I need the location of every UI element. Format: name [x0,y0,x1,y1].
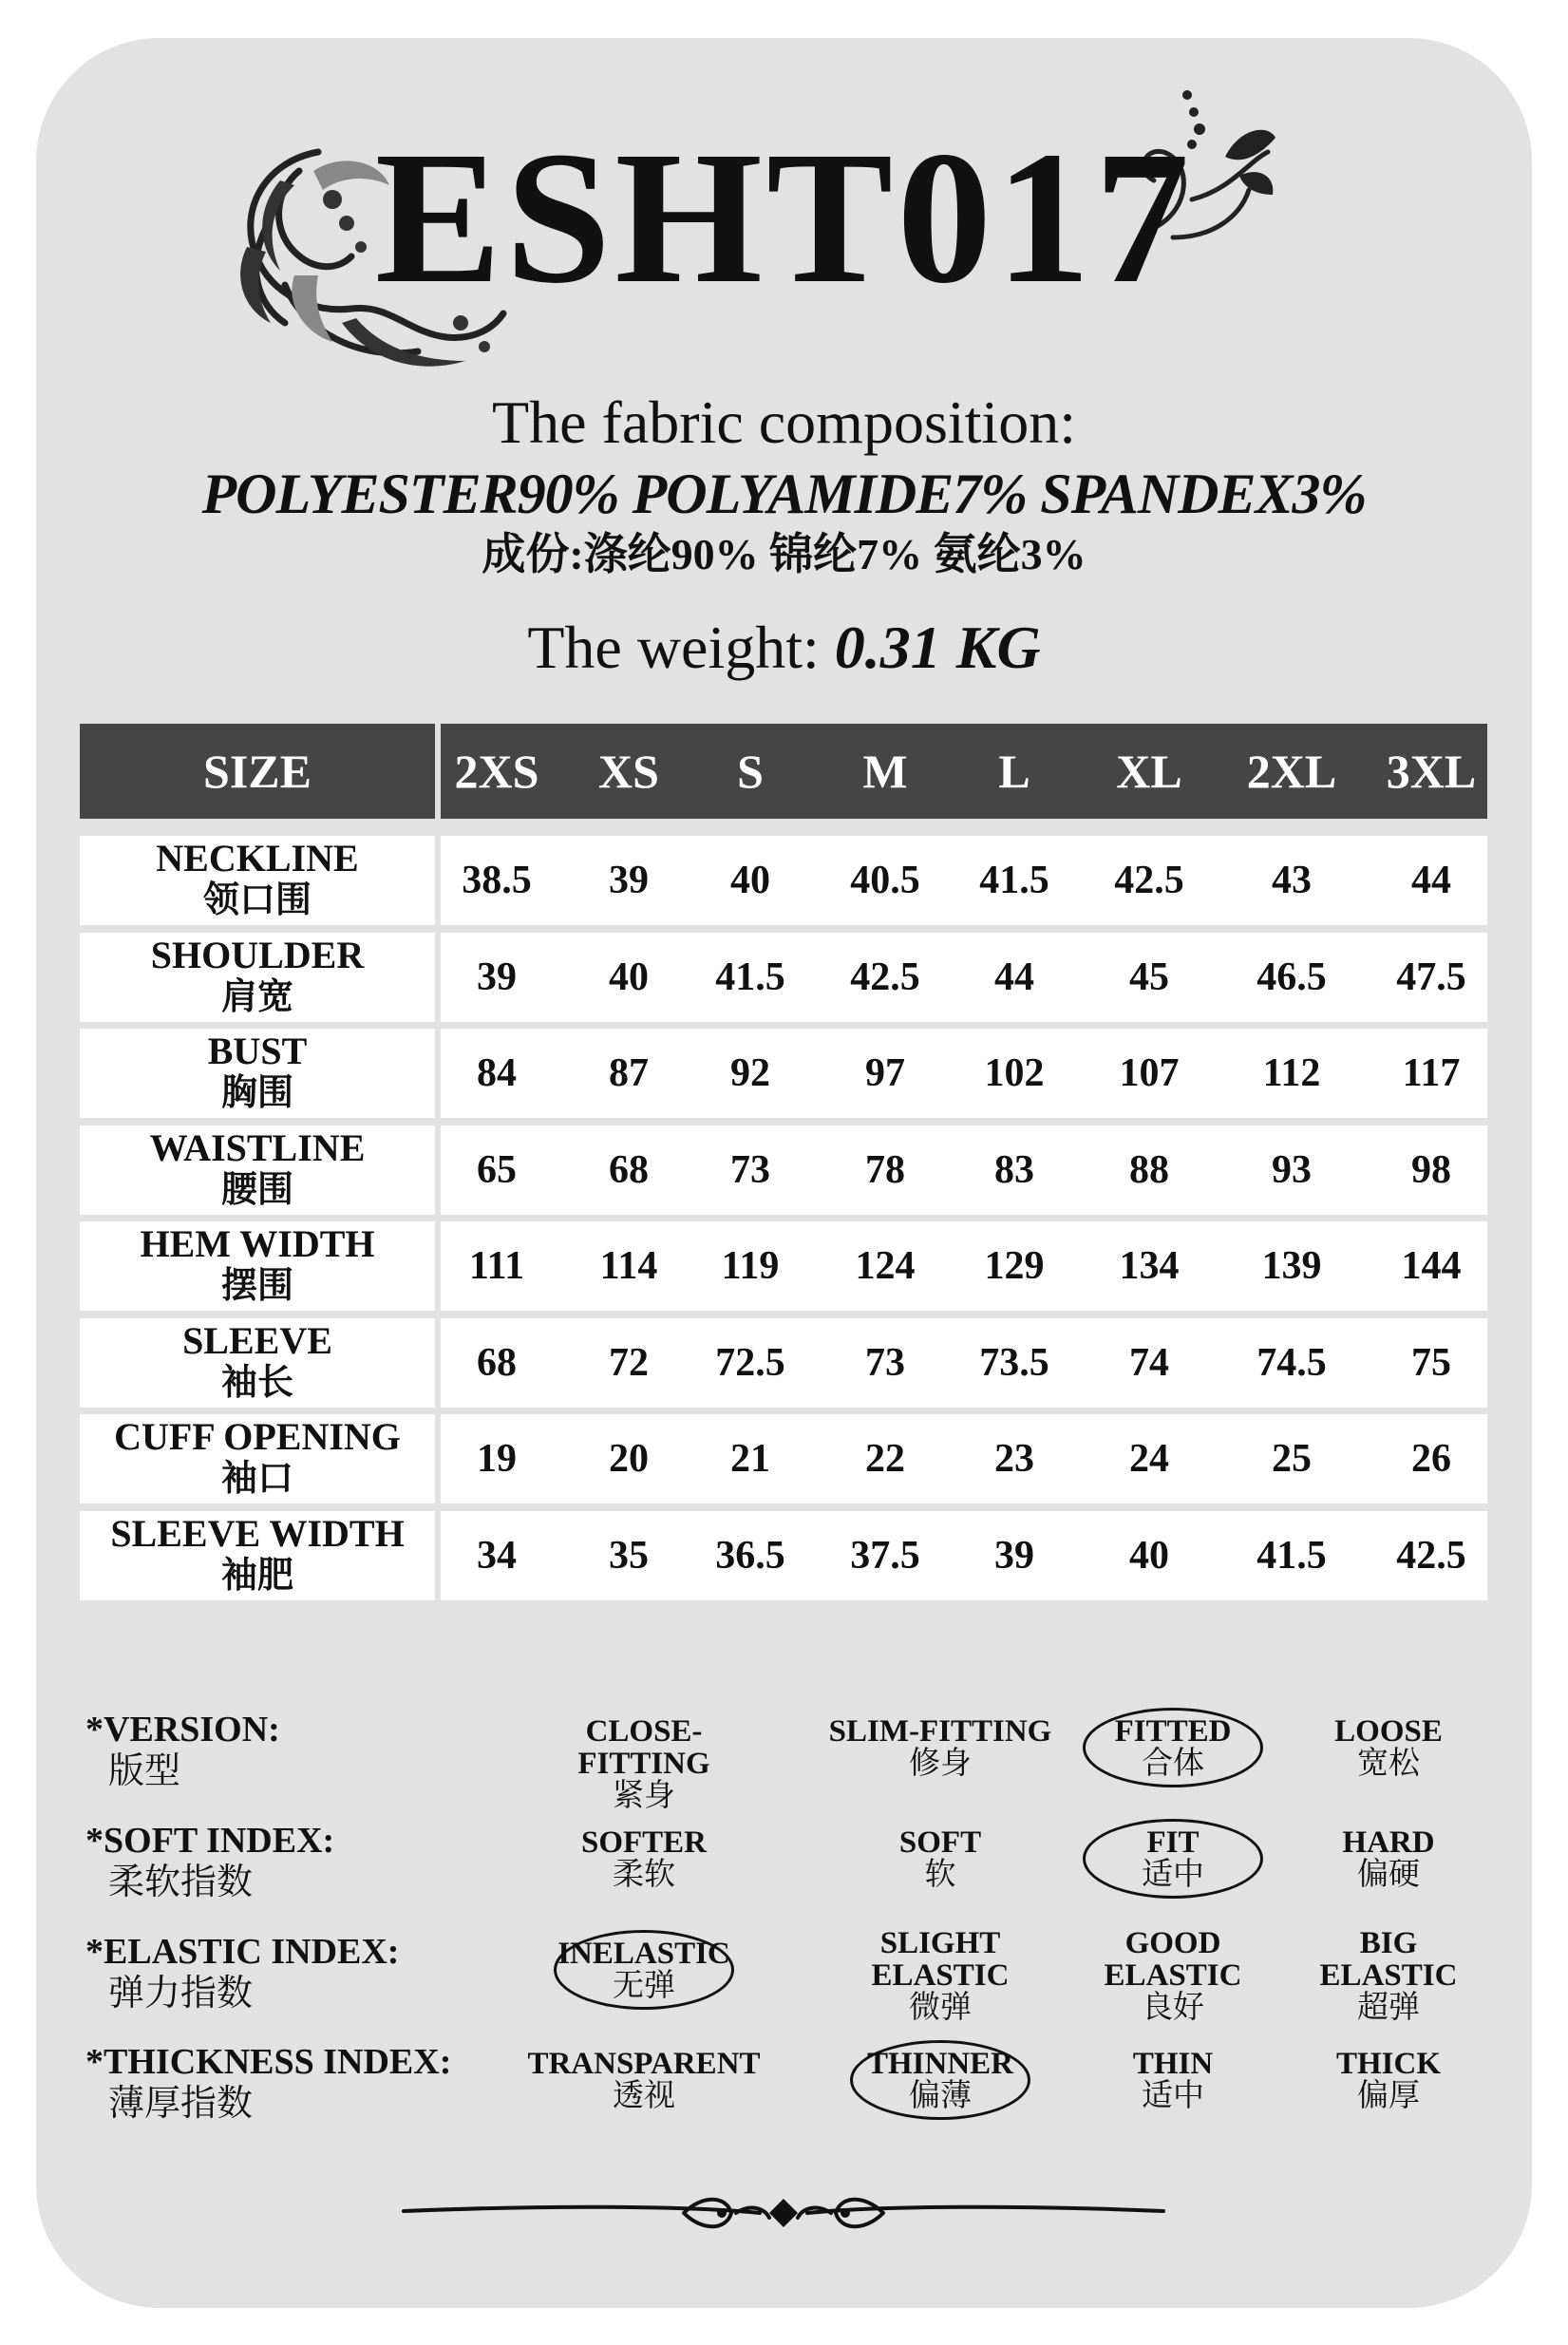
table-cell: 72.5 [715,1341,785,1385]
index-label-1 [85,1821,334,1904]
index-label-2 [85,1932,399,2015]
table-cell: 45 [1129,955,1169,999]
index-label-en: *SOFT INDEX: [85,1821,335,1861]
table-row [441,1318,1487,1408]
table-cell: 117 [1402,1051,1461,1095]
index-option-en: SOFTER [580,1825,708,1860]
table-cell: 72 [609,1341,649,1385]
table-cell: 40 [1129,1534,1169,1578]
table-cell: 25 [1272,1437,1312,1481]
table-cell: 19 [477,1437,517,1481]
size-header-3xl: 3XL [1386,745,1477,798]
row-label-en: SLEEVE WIDTH [110,1512,405,1555]
index-option-cn: 微弹 [909,1991,972,2025]
index-label-en: *VERSION: [85,1710,280,1749]
index-option [520,2048,767,2112]
fabric-composition-english: POLYESTER90% POLYAMIDE7% SPANDEX3% [201,463,1367,525]
index-option-en: FIT [1146,1825,1200,1860]
product-code-title: ESHT017 [374,113,1194,323]
table-cell: 39 [994,1534,1034,1578]
table-cell: 35 [609,1534,649,1578]
size-header-l: L [998,745,1030,798]
table-cell: 83 [994,1148,1034,1192]
table-cell: 98 [1411,1148,1451,1192]
index-option [1265,1826,1512,1891]
table-cell: 134 [1119,1244,1180,1288]
size-header-label-cell [80,724,435,819]
table-row [441,1414,1487,1503]
table-cell: 124 [855,1244,916,1288]
index-option [1049,1927,1296,2024]
table-cell: 93 [1272,1148,1312,1192]
table-cell: 21 [730,1437,770,1481]
index-label-cn: 柔软指数 [108,1863,254,1902]
index-option-cn: 合体 [1142,1747,1204,1781]
table-cell: 34 [477,1534,517,1578]
row-label-cn: 肩宽 [220,977,293,1017]
index-option [817,1927,1064,2024]
row-label-cuff-opening [80,1414,435,1503]
table-cell: 65 [477,1148,517,1192]
row-label-cn: 摆围 [220,1266,293,1306]
weight-line [0,608,1568,688]
size-header-2xl: 2XL [1246,745,1337,798]
index-option-cn: 适中 [1142,2079,1204,2113]
table-cell: 87 [609,1051,649,1095]
table-cell: 88 [1129,1148,1169,1192]
row-label-sleeve [80,1318,435,1408]
index-option [817,1826,1064,1891]
size-header-row [441,724,1487,819]
index-label-0 [85,1710,280,1793]
index-option-cn: 紧身 [613,1779,675,1813]
row-label-cn: 胸围 [220,1073,293,1113]
table-cell: 84 [477,1051,517,1095]
table-cell: 119 [721,1244,780,1288]
table-row [441,933,1487,1022]
table-cell: 26 [1411,1437,1451,1481]
index-option-en: CLOSE-FITTING [577,1714,710,1781]
table-cell: 47.5 [1396,955,1466,999]
index-label-3 [85,2042,451,2126]
row-label-cn: 领口围 [202,880,312,920]
row-label-en: WAISTLINE [149,1126,366,1169]
index-option-en: HARD [1342,1825,1435,1860]
row-label-cn: 腰围 [220,1170,293,1210]
table-cell: 40.5 [850,859,920,902]
table-cell: 44 [1411,859,1451,902]
size-header-s: S [737,745,764,798]
index-option-cn: 偏薄 [909,2079,972,2113]
table-cell: 74 [1129,1341,1169,1385]
table-cell: 107 [1119,1051,1180,1095]
table-cell: 40 [730,859,770,902]
table-cell: 23 [994,1437,1034,1481]
row-label-cn: 袖口 [220,1459,293,1499]
index-option [817,1715,1064,1780]
selected-option-circle [1083,1708,1263,1787]
index-label-en: *ELASTIC INDEX: [85,1932,400,1972]
table-cell: 68 [477,1341,517,1385]
index-option-en: SOFT [898,1825,982,1860]
index-option-cn: 超弹 [1357,1991,1420,2025]
size-header-m: M [862,745,908,798]
row-label-en: SLEEVE [182,1319,332,1362]
selected-option-circle [1083,1819,1263,1899]
index-option [520,1826,767,1891]
table-cell: 43 [1272,859,1312,902]
index-label-cn: 薄厚指数 [108,2084,254,2124]
index-option [520,1715,767,1812]
table-cell: 92 [730,1051,770,1095]
index-option-en: TRANSPARENT [527,2047,761,2081]
index-option-en: THINNER [866,2047,1014,2081]
table-cell: 36.5 [715,1534,785,1578]
table-row [441,1029,1487,1118]
table-row [441,1511,1487,1600]
index-option-en: SLIGHT ELASTIC [871,1926,1010,1993]
selected-option-circle [554,1930,734,2010]
table-cell: 39 [477,955,517,999]
index-label-cn: 版型 [108,1751,181,1791]
index-option-cn: 适中 [1142,1858,1204,1892]
table-cell: 42.5 [850,955,920,999]
row-label-waistline [80,1125,435,1215]
row-label-en: SHOULDER [150,934,365,976]
index-option [1265,2048,1512,2112]
row-label-hem-width [80,1221,435,1311]
table-cell: 41.5 [979,859,1049,902]
table-cell: 41.5 [1256,1534,1327,1578]
weight-value: 0.31 KG [834,614,1041,681]
row-label-en: NECKLINE [156,837,359,879]
table-cell: 114 [599,1244,658,1288]
table-cell: 139 [1261,1244,1322,1288]
row-label-bust [80,1029,435,1118]
table-cell: 112 [1262,1051,1321,1095]
table-cell: 129 [984,1244,1045,1288]
index-option-cn: 宽松 [1357,1747,1420,1781]
table-cell: 78 [865,1148,905,1192]
row-label-en: CUFF OPENING [114,1415,401,1458]
size-header-2xs: 2XS [454,745,539,798]
table-cell: 39 [609,859,649,902]
index-option-en: THICK [1335,2047,1442,2081]
index-label-en: *THICKNESS INDEX: [85,2042,452,2082]
table-cell: 144 [1401,1244,1462,1288]
selected-option-circle [850,2040,1030,2120]
table-cell: 102 [984,1051,1045,1095]
table-cell: 41.5 [715,955,785,999]
weight-label: The weight: [527,614,820,681]
index-option-en: LOOSE [1334,1714,1443,1749]
index-option-cn: 修身 [909,1747,972,1781]
fabric-composition-chinese: 成份:涤纶90% 锦纶7% 氨纶3% [482,530,1086,578]
table-cell: 37.5 [850,1534,920,1578]
index-option [1265,1715,1512,1780]
table-cell: 74.5 [1256,1341,1327,1385]
row-label-shoulder [80,933,435,1022]
table-cell: 24 [1129,1437,1169,1481]
index-option-en: INELASTIC [557,1937,730,1971]
table-cell: 20 [609,1437,649,1481]
index-option-en: FITTED [1114,1714,1232,1749]
table-row [441,836,1487,925]
size-header-label: SIZE [203,745,312,798]
table-cell: 42.5 [1114,859,1184,902]
table-cell: 75 [1411,1341,1451,1385]
index-option-cn: 软 [924,1858,956,1892]
row-label-en: BUST [207,1030,308,1072]
index-option-cn: 柔软 [613,1858,675,1892]
size-header-xl: XL [1116,745,1182,798]
table-cell: 38.5 [462,859,532,902]
size-header-xs: XS [598,745,659,798]
table-cell: 73 [865,1341,905,1385]
row-label-neckline [80,836,435,925]
divider-ornament [399,2184,1168,2241]
index-label-cn: 弹力指数 [108,1974,254,2014]
table-cell: 40 [609,955,649,999]
table-row [441,1125,1487,1215]
index-option-en: SLIM-FITTING [828,1714,1052,1749]
table-cell: 68 [609,1148,649,1192]
index-option-en: BIG ELASTIC [1319,1926,1458,1993]
table-cell: 73.5 [979,1341,1049,1385]
table-row [441,1221,1487,1311]
index-option [1265,1927,1512,2024]
table-cell: 97 [865,1051,905,1095]
index-option-cn: 无弹 [613,1969,675,2003]
row-label-cn: 袖肥 [220,1556,293,1596]
table-cell: 22 [865,1437,905,1481]
table-cell: 111 [468,1244,525,1288]
index-option-en: THIN [1132,2047,1214,2081]
table-cell: 73 [730,1148,770,1192]
table-cell: 42.5 [1396,1534,1466,1578]
index-option-cn: 透视 [613,2079,675,2113]
index-option-cn: 偏硬 [1357,1858,1420,1892]
index-option-en: GOOD ELASTIC [1104,1926,1242,1993]
table-cell: 44 [994,955,1034,999]
row-label-cn: 袖长 [220,1363,293,1403]
table-cell: 46.5 [1256,955,1327,999]
fabric-composition-label: The fabric composition: [492,388,1076,456]
index-option [1049,2048,1296,2112]
row-label-en: HEM WIDTH [140,1222,375,1265]
index-option-cn: 偏厚 [1357,2079,1420,2113]
index-option-cn: 良好 [1142,1991,1204,2025]
row-label-sleeve-width [80,1511,435,1600]
